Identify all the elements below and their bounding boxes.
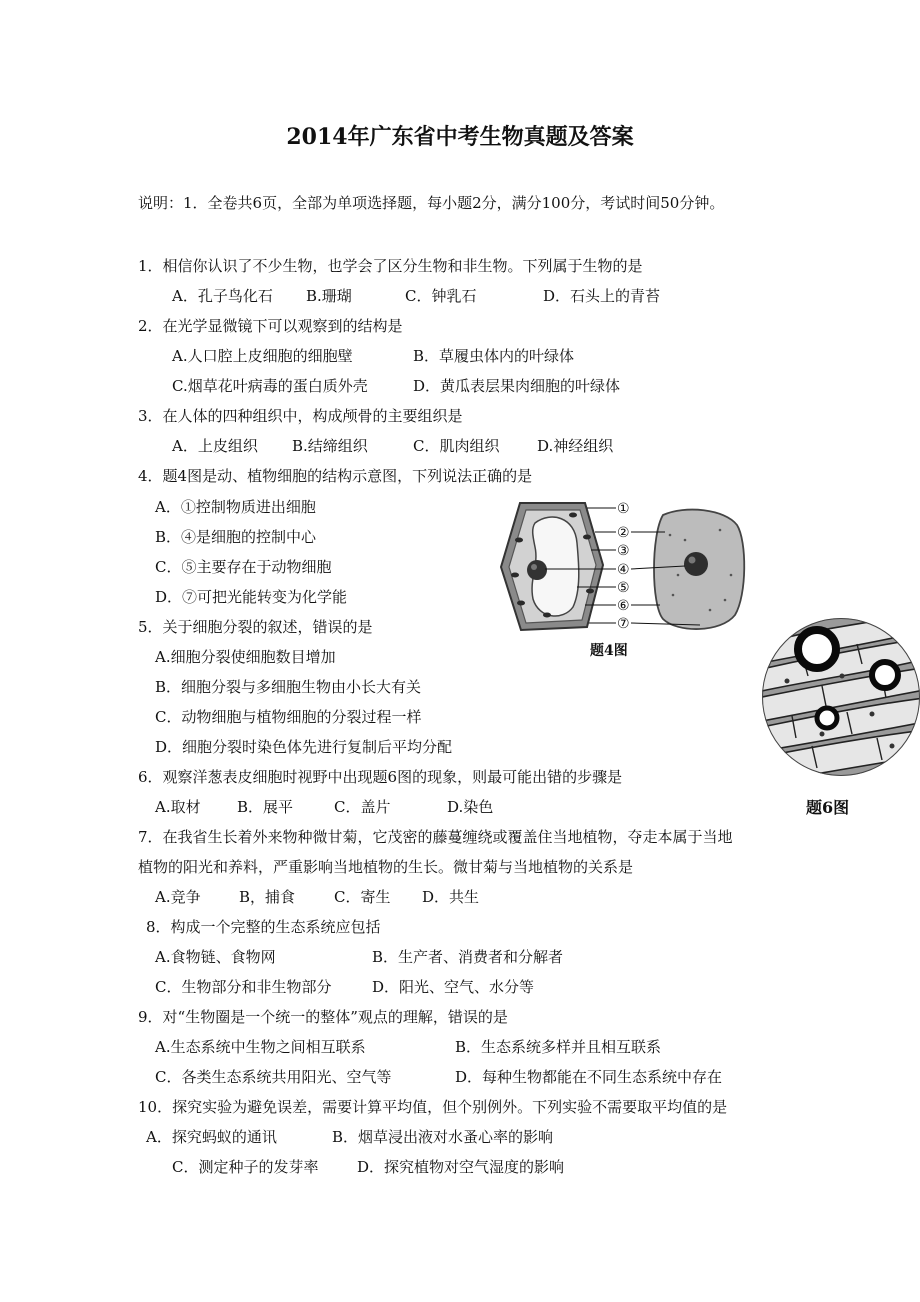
fig4-label-5: ⑤ <box>617 580 630 596</box>
q7-option-c: C．寄生 <box>334 888 391 906</box>
q4-option-c: C．⑤主要存在于动物细胞 <box>155 558 332 576</box>
figure-4-cell-diagram <box>495 495 760 645</box>
fig4-label-4: ④ <box>617 562 630 578</box>
q6-option-c: C．盖片 <box>334 798 391 816</box>
q9-option-a: A.生态系统中生物之间相互联系 <box>155 1038 366 1056</box>
q2-option-b: B．草履虫体内的叶绿体 <box>413 347 575 365</box>
q6-option-a: A.取材 <box>155 798 201 816</box>
question-3-stem: 3．在人体的四种组织中，构成颅骨的主要组织是 <box>138 407 463 425</box>
q3-option-a: A．上皮组织 <box>172 437 258 455</box>
q10-option-a: A．探究蚂蚁的通讯 <box>146 1128 277 1146</box>
question-2-stem: 2．在光学显微镜下可以观察到的结构是 <box>138 317 403 335</box>
q9-option-b: B．生态系统多样并且相互联系 <box>455 1038 662 1056</box>
page-title: 2014年广东省中考生物真题及答案 <box>286 124 634 150</box>
q1-option-b: B.珊瑚 <box>306 287 352 305</box>
fig4-label-2: ② <box>617 525 630 541</box>
q4-option-b: B．④是细胞的控制中心 <box>155 528 317 546</box>
question-9-stem: 9．对“生物圈是一个统一的整体”观点的理解，错误的是 <box>138 1008 508 1026</box>
q10-option-b: B．烟草浸出液对水蚤心率的影响 <box>332 1128 554 1146</box>
question-6-stem: 6．观察洋葱表皮细胞时视野中出现题6图的现象，则最可能出错的步骤是 <box>138 768 623 786</box>
fig4-label-6: ⑥ <box>617 598 630 614</box>
question-8-stem: 8．构成一个完整的生态系统应包括 <box>146 918 381 936</box>
q10-option-c: C．测定种子的发芽率 <box>172 1158 319 1176</box>
q9-option-d: D．每种生物都能在不同生态系统中存在 <box>455 1068 723 1086</box>
q4-option-a: A．①控制物质进出细胞 <box>155 498 316 516</box>
q5-option-c: C．动物细胞与植物细胞的分裂过程一样 <box>155 708 422 726</box>
question-1-stem: 1．相信你认识了不少生物，也学会了区分生物和非生物。下列属于生物的是 <box>138 257 643 275</box>
fig4-label-7: ⑦ <box>617 616 630 632</box>
question-10-stem: 10．探究实验为避免误差，需要计算平均值，但个别例外。下列实验不需要取平均值的是 <box>138 1098 728 1116</box>
q5-option-d: D．细胞分裂时染色体先进行复制后平均分配 <box>155 738 453 756</box>
q9-option-c: C．各类生态系统共用阳光、空气等 <box>155 1068 392 1086</box>
figure-6-caption: 题6图 <box>806 798 850 817</box>
q7-option-a: A.竞争 <box>155 888 201 906</box>
q8-option-c: C．生物部分和非生物部分 <box>155 978 332 996</box>
question-7-stem-continued: 植物的阳光和养料，严重影响当地植物的生长。微甘菊与当地植物的关系是 <box>138 858 634 876</box>
question-7-stem: 7．在我省生长着外来物种微甘菊，它茂密的藤蔓缠绕或覆盖住当地植物，夺走本属于当地 <box>138 828 733 846</box>
figure-6-microscope-view <box>762 606 920 788</box>
q1-option-d: D．石头上的青苔 <box>543 287 661 305</box>
q2-option-c: C.烟草花叶病毒的蛋白质外壳 <box>172 377 368 395</box>
q6-option-b: B．展平 <box>237 798 294 816</box>
q7-option-d: D．共生 <box>422 888 480 906</box>
q3-option-d: D.神经组织 <box>537 437 614 455</box>
q5-option-b: B．细胞分裂与多细胞生物由小长大有关 <box>155 678 422 696</box>
q7-option-b: B，捕食 <box>239 888 296 906</box>
question-5-stem: 5．关于细胞分裂的叙述，错误的是 <box>138 618 373 636</box>
q1-option-c: C．钟乳石 <box>405 287 477 305</box>
fig4-label-3: ③ <box>617 543 630 559</box>
instructions: 说明：1．全卷共6页，全部为单项选择题，每小题2分，满分100分，考试时间50分钟。 <box>138 194 725 212</box>
q2-option-a: A.人口腔上皮细胞的细胞壁 <box>172 347 353 365</box>
fig4-label-1: ① <box>617 501 630 517</box>
q6-option-d: D.染色 <box>447 798 494 816</box>
q10-option-d: D．探究植物对空气湿度的影响 <box>357 1158 565 1176</box>
q3-option-b: B.结缔组织 <box>292 437 368 455</box>
question-4-stem: 4．题4图是动、植物细胞的结构示意图，下列说法正确的是 <box>138 467 533 485</box>
q8-option-b: B．生产者、消费者和分解者 <box>372 948 564 966</box>
q3-option-c: C．肌肉组织 <box>413 437 500 455</box>
q8-option-d: D．阳光、空气、水分等 <box>372 978 535 996</box>
q1-option-a: A．孔子鸟化石 <box>172 287 273 305</box>
q2-option-d: D．黄瓜表层果肉细胞的叶绿体 <box>413 377 621 395</box>
q4-option-d: D．⑦可把光能转变为化学能 <box>155 588 348 606</box>
figure-4-caption: 题4图 <box>590 643 628 659</box>
q5-option-a: A.细胞分裂使细胞数目增加 <box>155 648 336 666</box>
q8-option-a: A.食物链、食物网 <box>155 948 276 966</box>
